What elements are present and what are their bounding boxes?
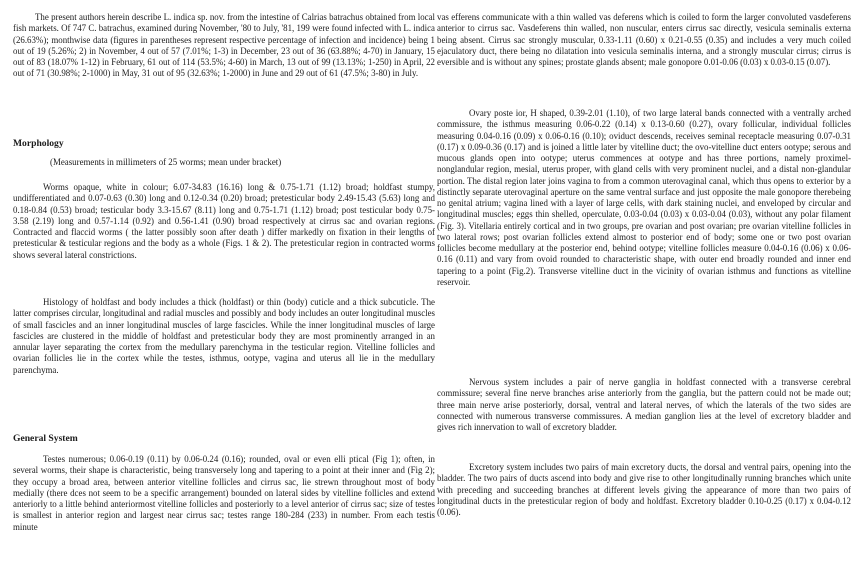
intro-paragraph: The present authors herein describe L. indica sp. nov. from the intestine of Calrias batrachus obtained from local fish markets. Of 747 C. batrachus, examined during November, '80 to July, '81, 199 were found infected with L. indica (26.63%); monthwise data (figures in parentheses represent respective percentage of infection and incidence) being 1 out of 19 (5.26%; 2) in November, 4 out of 57 (7.01%; 1-3) in December, 23 out of 36 (63.88%; 4-70) in January, 15 out of 83 (18.07% 1-12) in February, 61 out of 114 (53.5%; 4-60) in March, 13 out of 99 (13.13%; 1-250) in April, 22 out of 71 (30.98%; 2-1000) in May, 31 out of 95 (32.63%; 1-2000) in June and 29 out of 61 (47.5%; 3-80) in July.	[13, 12, 435, 79]
histology-paragraph: Histology of holdfast and body includes a thick (holdfast) or thin (body) cuticle and a thick subcuticle. The latter comprises circular, longitudinal and radial muscles and possibly and body includes an outer longitudinal muscles of small fascicles and an inner longitudinal muscles of large fascicles. While the inner longitudinal muscles of large fascicles are clustered in the middle of holdfast and pretesticular body they are most prominently arranged in an annular layer separating the cortex from the medullary parenchyma in the testicular region. Vitelline follicles and ovarian follicles lie in the cortex while the testes, isthmus, ootype, vagina and uterus all lie in the medullary parenchyma.	[13, 297, 435, 375]
measurement-note: (Measurements in millimeters of 25 worms; mean under bracket)	[50, 157, 282, 167]
vas-deferens-paragraph: vas efferens communicate with a thin walled vas deferens which is coiled to form the larger convoluted vasdeferens anterior to cirrus sac. Vasdeferens thin walled, non nuscular, enters cirrus sac directly, vesicula seminalis externa being absent. Cirrus sac strongly muscular, 0.33-1.11 (0.60) x 0.21-0.55 (0.35) and includes a very much coiled ejaculatory duct, there being no dilatation into vesicula seminalis interna, and a strongly muscular cirrus; cirrus is eversible and is without any spines; prostate glands absent; male gonopore 0.01-0.06 (0.03) x 0.03-0.15 (0.07).	[437, 12, 851, 67]
ovary-paragraph: Ovary poste ior, H shaped, 0.39-2.01 (1.10), of two large lateral bands connected with a ventrally arched commissure, the isthmus measuring 0.06-0.22 (0.14) x 0.13-0.60 (0.27), ovary follicular, individual follicles measuring 0.04-0.16 (0.09) x 0.06-0.16 (0.10); oviduct descends, receives seminal receptacle measuring 0.07-0.31 (0.17) x 0.09-0.36 (0.17) and is joined a little later by vitelline duct; the ovo-vitelline duct enters ootype; serous and mucous glands open into ootype; uterus commences at ootype and has three portions, namely proximel-nonglandular region, mesial, uterus proper, with gland cells with very prominent nuclei, and a distal non-glandular portion. The distal region later joins vagina to from a common uterovaginal canal, which thus opens to exterior by a distinctly separate uterovaginal aperture on the same ventral surface and just opposite the male gonopore therebeing no genital atrium; vagina lined with a layer of large cells, with dark staining nuclei, and enveloped by circular and longitudinal muscles; eggs thin shelled, operculate, 0.03-0.04 (0.03) x 0.03-0.04 (0.03), without any polar filament (Fig. 3). Vitellaria entirely cortical and in two groups, pre ovarian and post ovarian; pre ovarian vitelline follicles in two lateral rows; post ovarian follicles extend almost to posterior end of body; some one or two post ovarian follicles become medullary at the posterior end, behind ootype; vitelline follicles measure 0.04-0.16 (0.06) x 0.06-0.16 (0.11) and vary from ovoid rounded to characteristic shape, with outer end broadly rounded and inner end tapering to a point (Fig.2). Transverse vitelline duct in the vicinity of ovarian isthmus and functions as vitelline reservoir.	[437, 108, 851, 287]
general-system-heading: General System	[13, 433, 78, 444]
morphology-paragraph: Worms opaque, white in colour; 6.07-34.83 (16.16) long & 0.75-1.71 (1.12) broad; holdfast stumpy, undifferentiated and 0.07-0.63 (0.30) long and 0.12-0.34 (0.20) broad; pretesticular body 2.49-15.43 (5.63) long and 0.18-0.84 (0.53) broad; testicular body 3.3-15.67 (8.11) long and 0.75-1.71 (1.12) broad; post testicular body 0.75-3.58 (2.19) long and 0.57-1.14 (0.92) and 0.56-1.41 (0.90) broad respectively at cirrus sac and ovarian regions. Contracted and flaccid worms ( the latter possibly soon after death ) differ markedly on fixation in their lengths of pretesticular & testicular regions and the body as a whole (Figs. 1 & 2). The pretesticular region in contracted worms shows several lateral constrictions.	[13, 182, 435, 260]
excretory-system-paragraph: Excretory system includes two pairs of main excretory ducts, the dorsal and ventral pairs, opening into the bladder. The two pairs of ducts ascend into body and give rise to other longitudinally running branches which unite with preceding and succeeding branches at different levels giving the appearance of more than two pairs of longitudinal ducts in the pretesticular region of body and holdfast. Excretory bladder 0.10-0.25 (0.17) x 0.04-0.12 (0.06).	[437, 462, 851, 517]
testes-paragraph: Testes numerous; 0.06-0.19 (0.11) by 0.06-0.24 (0.16); rounded, oval or even elli ptical (Fig 1); often, in several worms, their shape is characteristic, being transversely long and tapering to a point at their inner and (Fig 2); they occupy a broad area, between anterior vitelline follicles and cirrus sac, lie strewn throughout most of body medially (there dces not seem to be a specific arrangement) bounded on lateral sides by vitelline follicles and extend anteriorly to a little behind anteriormost vitelline follicles and posteriorly to a level anterior of cirrus sac; size of testes is smallest in anterior region and largest near cirrus sac; testes range 180-284 (233) in number. From each testis minute	[13, 454, 435, 532]
morphology-heading: Morphology	[13, 138, 64, 149]
nervous-system-paragraph: Nervous system includes a pair of nerve ganglia in holdfast connected with a transverse cerebral commissure; several fine nerve branches arise anteriorly from the ganglia, but the pattern could not be made out; three main nerve arise posteriorly, dorsal, ventral and lateral nerves, of which the laterals of the two sides are connected with numerous transverse commissures. A median ganglion lies at the level of excretory bladder and gives rich innervation to wall of excretory bladder.	[437, 377, 851, 432]
